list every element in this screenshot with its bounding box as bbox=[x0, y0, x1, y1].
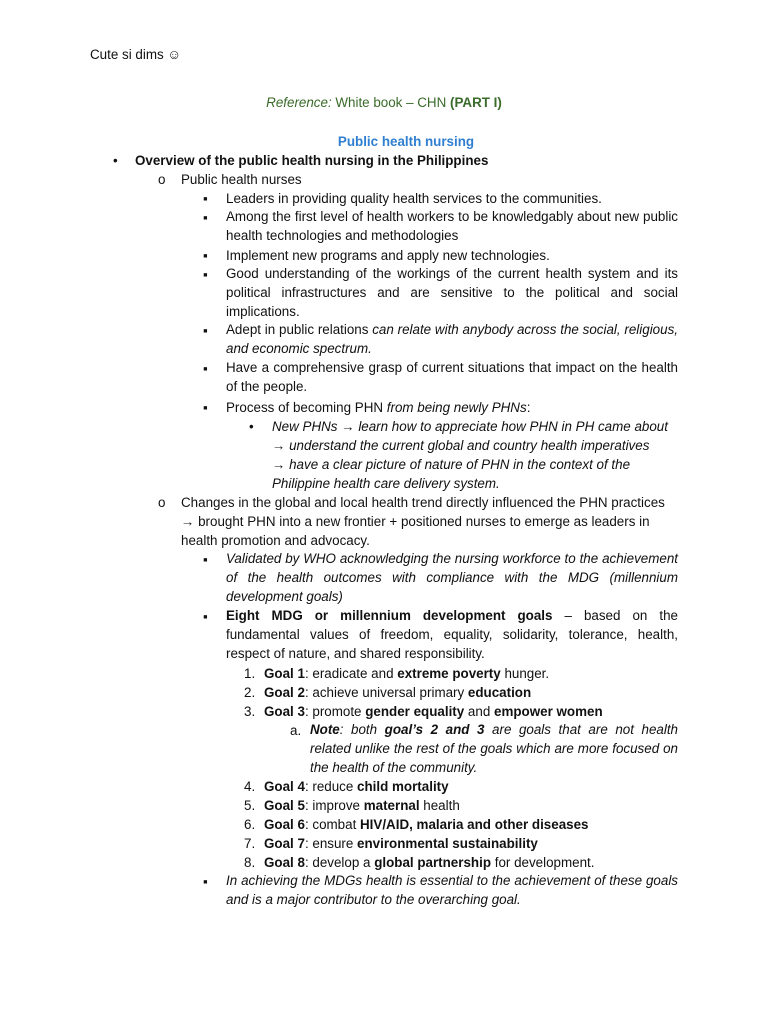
square-bullet: ▪ bbox=[203, 210, 208, 225]
changes-text-2: brought PHN into a new frontier + positioned nurses to emerge as leaders in bbox=[194, 514, 650, 529]
goal-label: Goal 5 bbox=[264, 798, 305, 813]
goal-post: health bbox=[419, 798, 460, 813]
goal-bold: extreme poverty bbox=[397, 666, 501, 681]
goal-item-6 bbox=[264, 815, 589, 834]
newphn-line-4: Philippine health care delivery system. bbox=[272, 476, 500, 491]
square-bullet: ▪ bbox=[203, 248, 208, 263]
adept-plain: Adept in public relations bbox=[226, 322, 373, 337]
square-bullet: ▪ bbox=[203, 552, 208, 567]
page-title: Public health nursing bbox=[337, 134, 475, 149]
goal-item-8 bbox=[264, 853, 594, 872]
goal-label: Goal 6 bbox=[264, 817, 305, 832]
goal-num: 1. bbox=[244, 666, 256, 681]
goal-item-7 bbox=[264, 834, 538, 853]
newphn-text-1: New PHNs bbox=[272, 419, 342, 434]
changes-line-1: Changes in the global and local health trend directly influenced the PHN practices bbox=[181, 495, 665, 510]
goal-pre: : reduce bbox=[304, 779, 358, 794]
square-bullet: ▪ bbox=[203, 361, 208, 376]
goal-num: 2. bbox=[244, 685, 256, 700]
goal-num: 3. bbox=[244, 704, 256, 719]
square-bullet: ▪ bbox=[203, 400, 208, 415]
goal-label: Goal 4 bbox=[264, 779, 305, 794]
note-rest: are goals that are not health related unlike the rest of the goals which are more focused on the health of the community. bbox=[310, 722, 678, 775]
changes-line-3: health promotion and advocacy. bbox=[181, 533, 370, 548]
newphn-text-2: learn how to appreciate how PHN in PH came about bbox=[354, 419, 668, 434]
process-colon: : bbox=[526, 400, 531, 415]
phn-heading: Public health nurses bbox=[181, 172, 302, 187]
overview-heading: Overview of the public health nursing in the Philippines bbox=[135, 153, 489, 168]
goal-bold: maternal bbox=[363, 798, 420, 813]
goal-bold: HIV/AID, malaria and other diseases bbox=[360, 817, 589, 832]
newphn-text-4: have a clear picture of nature of PHN in the context of the bbox=[285, 457, 631, 472]
goal-post: hunger. bbox=[500, 666, 550, 681]
square-bullet: ▪ bbox=[203, 874, 208, 889]
goal-pre: : promote bbox=[304, 704, 366, 719]
phn-item-1: Leaders in providing quality health services to the communities. bbox=[226, 191, 602, 206]
note-item bbox=[310, 721, 678, 778]
newphn-text-3: understand the current global and country health imperatives bbox=[285, 438, 650, 453]
goal-pre: : ensure bbox=[304, 836, 358, 851]
goal-num: 4. bbox=[244, 779, 256, 794]
validated-item: Validated by WHO acknowledging the nursing workforce to the achievement of the health outcomes with compliance with the MDG (millennium development goals) bbox=[226, 551, 678, 604]
note-label: Note bbox=[310, 722, 340, 737]
note-bold: goal’s 2 and 3 bbox=[384, 722, 485, 737]
goal-num: 8. bbox=[244, 855, 256, 870]
goal-label: Goal 8 bbox=[264, 855, 305, 870]
adept-italic: can relate with anybody across the social, religious, and economic spectrum. bbox=[226, 322, 678, 356]
goal-post: and bbox=[464, 704, 494, 719]
goal-pre: : improve bbox=[304, 798, 364, 813]
note-pre: : both bbox=[339, 722, 385, 737]
reference-label: Reference: bbox=[266, 95, 332, 110]
goal-item-4 bbox=[264, 777, 449, 796]
newphn-line-2 bbox=[272, 436, 678, 455]
goal-post: for development. bbox=[491, 855, 595, 870]
goal-bold-2: empower women bbox=[494, 704, 603, 719]
closing-item: In achieving the MDGs health is essential to the achievement of these goals and is a major contributor to the overarching goal. bbox=[226, 873, 678, 907]
square-bullet: ▪ bbox=[203, 191, 208, 206]
goal-pre: : combat bbox=[304, 817, 361, 832]
disc-bullet: • bbox=[113, 153, 118, 168]
goal-item-1 bbox=[264, 664, 549, 683]
goal-bold: environmental sustainability bbox=[357, 836, 538, 851]
goal-num: 7. bbox=[244, 836, 256, 851]
goal-bold: gender equality bbox=[365, 704, 465, 719]
goal-label: Goal 1 bbox=[264, 666, 305, 681]
arrow-icon: → bbox=[181, 514, 195, 529]
goal-label: Goal 3 bbox=[264, 704, 305, 719]
note-letter: a. bbox=[290, 723, 302, 738]
goal-pre: : develop a bbox=[304, 855, 375, 870]
goal-item-3 bbox=[264, 702, 603, 721]
phn-item-grasp: Have a comprehensive grasp of current situations that impact on the health of the people. bbox=[226, 360, 678, 394]
changes-line-2 bbox=[181, 512, 650, 531]
goal-item-2 bbox=[264, 683, 531, 702]
phn-item-3: Implement new programs and apply new technologies. bbox=[226, 248, 550, 263]
goal-bold: child mortality bbox=[357, 779, 449, 794]
reference-text: White book – CHN bbox=[331, 95, 450, 110]
arrow-icon: → bbox=[341, 419, 355, 434]
square-bullet: ▪ bbox=[203, 609, 208, 624]
mdg-item bbox=[226, 607, 678, 664]
newphn-line-1 bbox=[272, 417, 678, 436]
process-plain: Process of becoming PHN bbox=[226, 400, 387, 415]
phn-item-2: Among the first level of health workers to be knowledgably about new public health technologies and methodologies bbox=[226, 209, 678, 243]
circle-bullet: o bbox=[158, 495, 166, 510]
mdg-rest: – based on the fundamental values of freedom, equality, solidarity, tolerance, health, respect of nature, and shared responsibility. bbox=[226, 608, 678, 661]
arrow-icon: → bbox=[272, 457, 286, 472]
goal-bold: education bbox=[467, 685, 532, 700]
phn-item-4: Good understanding of the workings of the current health system and its political infrastructures and are sensitive to the political and social implications. bbox=[226, 266, 678, 319]
mdg-bold: Eight MDG or millennium development goals bbox=[226, 608, 553, 623]
square-bullet: ▪ bbox=[203, 323, 208, 338]
goal-num: 6. bbox=[244, 817, 256, 832]
goal-item-5 bbox=[264, 796, 460, 815]
goal-bold: global partnership bbox=[374, 855, 491, 870]
arrow-icon: → bbox=[272, 438, 286, 453]
reference-part: (PART I) bbox=[450, 95, 502, 110]
newphn-line-3 bbox=[272, 455, 678, 474]
process-italic: from being newly PHNs bbox=[386, 400, 527, 415]
disc-bullet: • bbox=[249, 419, 254, 434]
goal-pre: : eradicate and bbox=[304, 666, 398, 681]
phn-item-adept bbox=[226, 321, 678, 359]
header-note: Cute si dims ☺ bbox=[90, 47, 182, 62]
reference-line bbox=[0, 93, 768, 112]
goal-label: Goal 2 bbox=[264, 685, 305, 700]
square-bullet: ▪ bbox=[203, 267, 208, 282]
circle-bullet: o bbox=[158, 172, 166, 187]
goal-label: Goal 7 bbox=[264, 836, 305, 851]
phn-item-process bbox=[226, 398, 530, 417]
goal-num: 5. bbox=[244, 798, 256, 813]
goal-pre: : achieve universal primary bbox=[304, 685, 468, 700]
